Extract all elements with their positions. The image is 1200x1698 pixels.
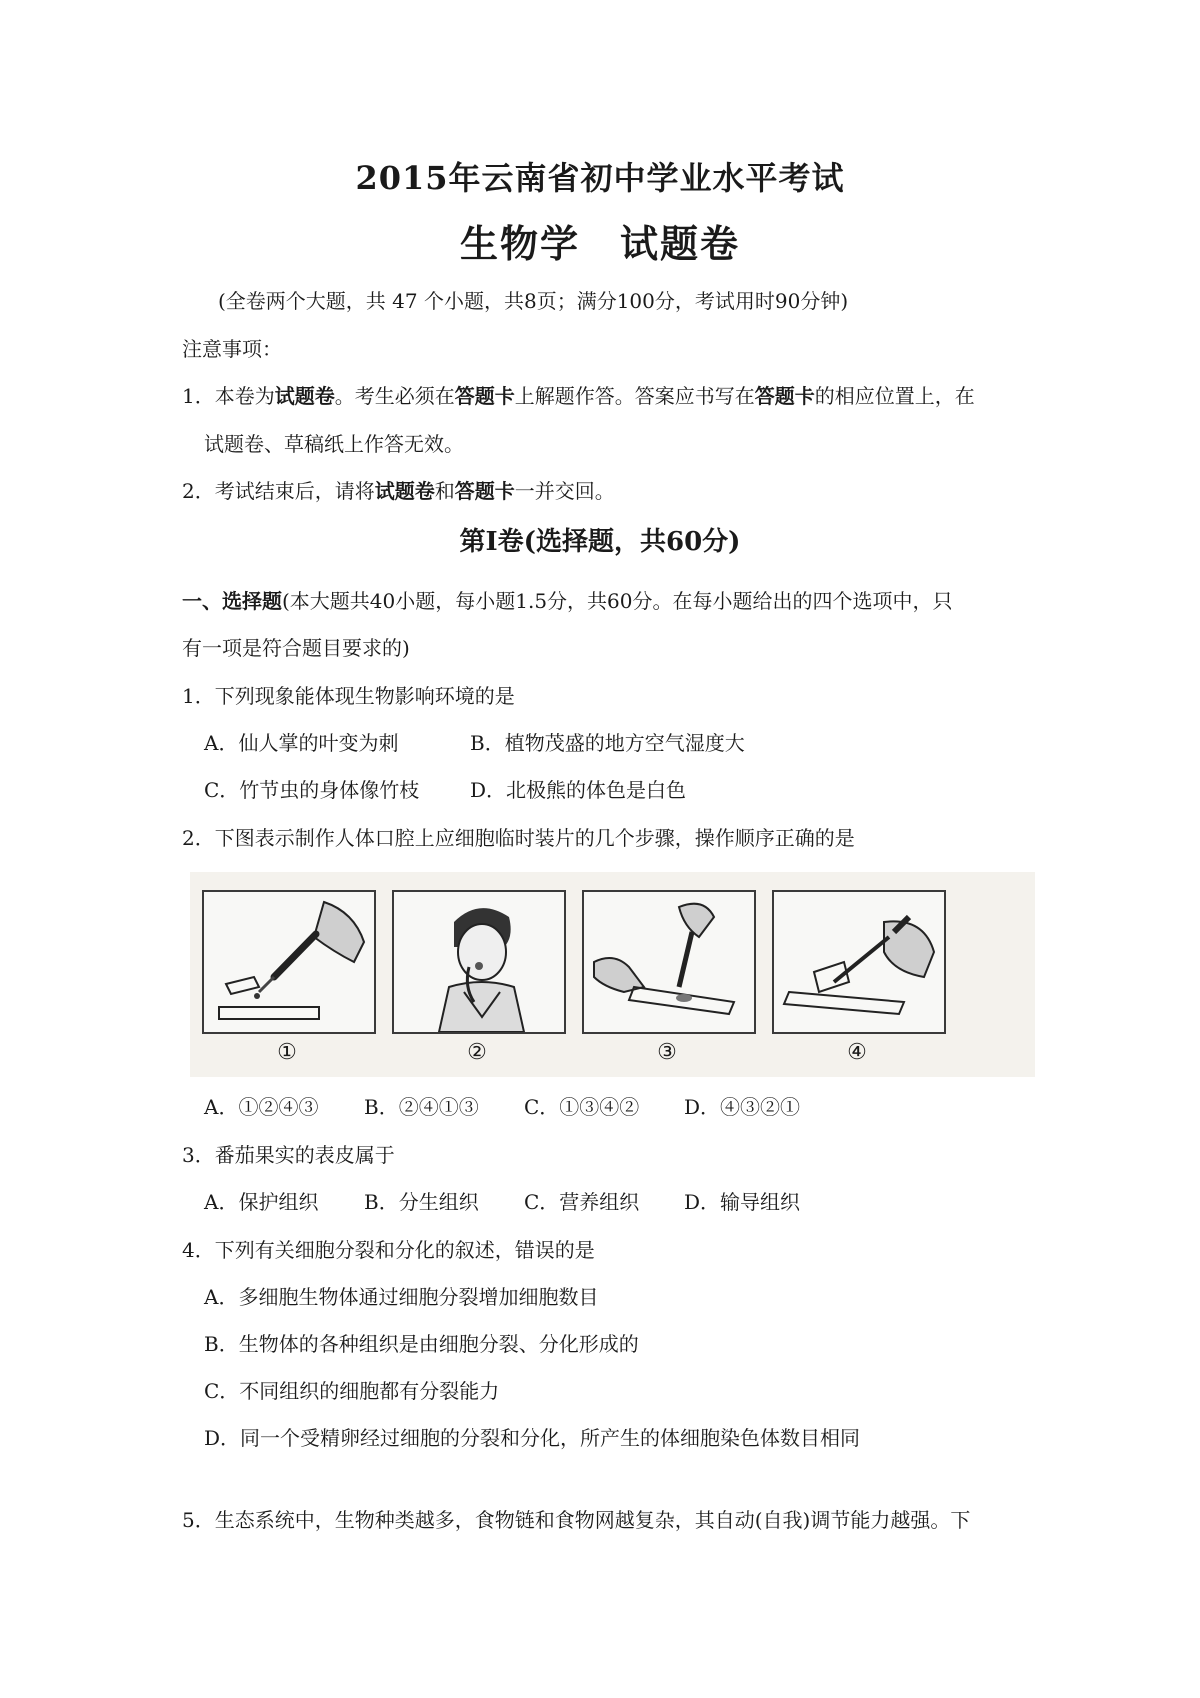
step-2-label: ② bbox=[467, 1040, 487, 1065]
exam-info: (全卷两个大题，共 47 个小题，共8页；满分100分，考试用时90分钟) bbox=[218, 289, 849, 313]
notice-item-2: 2．考试结束后，请将试题卷和答题卡一并交回。 bbox=[182, 479, 615, 503]
q2-option-d: D．④③②① bbox=[684, 1095, 801, 1119]
q2-stem: 2．下图表示制作人体口腔上应细胞临时装片的几个步骤，操作顺序正确的是 bbox=[182, 826, 855, 850]
q1-stem: 1．下列现象能体现生物影响环境的是 bbox=[182, 684, 515, 708]
q3-stem: 3．番茄果实的表皮属于 bbox=[182, 1143, 395, 1167]
part-header bbox=[182, 585, 953, 614]
step-3-image bbox=[582, 890, 756, 1034]
q4-option-b: B．生物体的各种组织是由细胞分裂、分化形成的 bbox=[204, 1332, 639, 1356]
part-label: 一、选择题 bbox=[182, 589, 282, 613]
step-1-image bbox=[202, 890, 376, 1034]
q4-stem: 4．下列有关细胞分裂和分化的叙述，错误的是 bbox=[182, 1238, 595, 1262]
q4-option-d: D．同一个受精卵经过细胞的分裂和分化，所产生的体细胞染色体数目相同 bbox=[204, 1426, 861, 1450]
part-desc-cont: 有一项是符合题目要求的) bbox=[182, 636, 410, 660]
notice-item-1: 1．本卷为试题卷。考生必须在答题卡上解题作答。答案应书写在答题卡的相应位置上，在 bbox=[182, 384, 975, 408]
subject-name: 生物学 bbox=[459, 221, 580, 266]
q1-option-d: D．北极熊的体色是白色 bbox=[470, 778, 687, 802]
paper-type: 试题卷 bbox=[620, 221, 741, 266]
step-4-image bbox=[772, 890, 946, 1034]
step-1-label: ① bbox=[277, 1040, 297, 1065]
step-4-label: ④ bbox=[847, 1040, 867, 1065]
q4-option-c: C．不同组织的细胞都有分裂能力 bbox=[204, 1379, 500, 1403]
q5-stem: 5．生态系统中，生物种类越多，食物链和食物网越复杂，其自动(自我)调节能力越强。下 bbox=[182, 1508, 971, 1532]
q2-option-a: A．①②④③ bbox=[204, 1095, 319, 1119]
paper-title bbox=[0, 213, 1200, 268]
q4-option-a: A．多细胞生物体通过细胞分裂增加细胞数目 bbox=[204, 1285, 599, 1309]
section-title: 第Ⅰ卷(选择题，共60分) bbox=[459, 527, 741, 557]
step-2-image bbox=[392, 890, 566, 1034]
notice-item-1-cont: 试题卷、草稿纸上作答无效。 bbox=[204, 432, 464, 456]
q2-figure bbox=[190, 872, 1035, 1077]
q2-option-b: B．②④①③ bbox=[364, 1095, 479, 1119]
q1-option-b: B．植物茂盛的地方空气湿度大 bbox=[470, 731, 745, 755]
q1-option-a: A．仙人掌的叶变为刺 bbox=[204, 731, 399, 755]
notice-heading: 注意事项： bbox=[182, 337, 282, 361]
q3-option-d: D．输导组织 bbox=[684, 1190, 801, 1214]
exam-title: 2015年云南省初中学业水平考试 bbox=[355, 159, 845, 197]
q3-option-b: B．分生组织 bbox=[364, 1190, 479, 1214]
step-3-label: ③ bbox=[657, 1040, 677, 1065]
part-desc: (本大题共40小题，每小题1.5分，共60分。在每小题给出的四个选项中，只 bbox=[282, 589, 953, 613]
q3-option-a: A．保护组织 bbox=[204, 1190, 319, 1214]
q1-option-c: C．竹节虫的身体像竹枝 bbox=[204, 778, 420, 802]
q3-option-c: C．营养组织 bbox=[524, 1190, 640, 1214]
q2-option-c: C．①③④② bbox=[524, 1095, 640, 1119]
